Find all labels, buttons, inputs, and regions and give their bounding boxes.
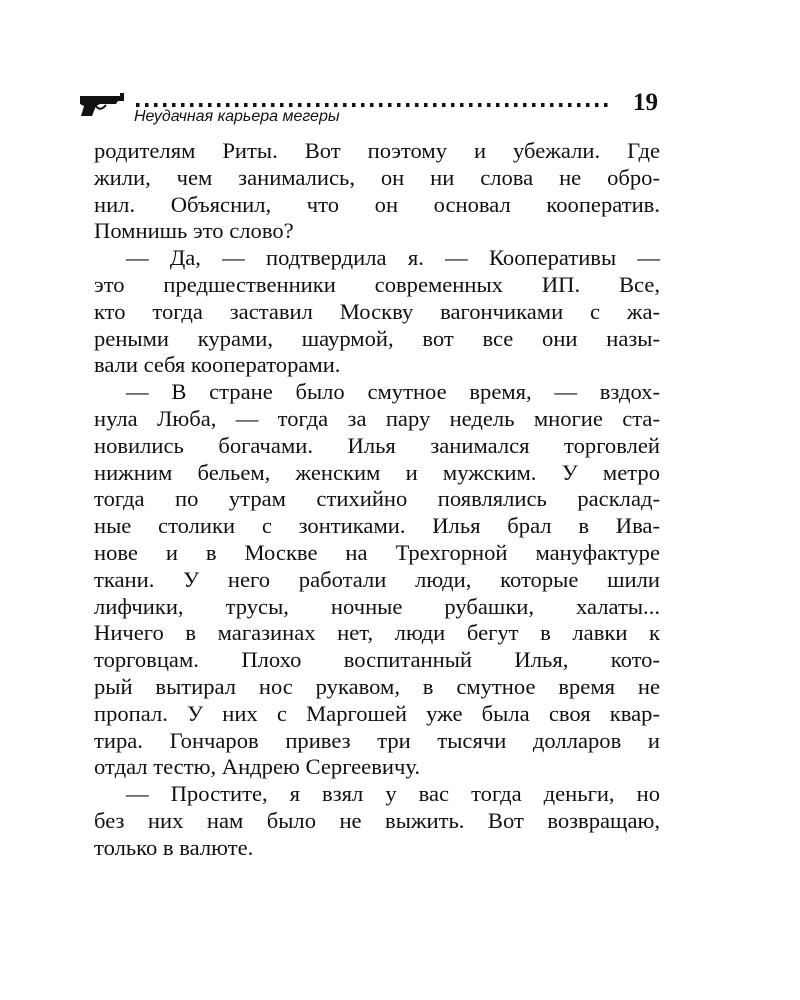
text-line: ные столики с зонтиками. Илья брал в Ива- bbox=[94, 513, 660, 539]
text-line: жили, чем занимались, он ни слова не обро- bbox=[94, 164, 660, 190]
body-text bbox=[94, 138, 660, 862]
text-line: отдал тестю, Андрею Сергеевичу. bbox=[94, 754, 421, 780]
text-line: — Простите, я взял у вас тогда деньги, но bbox=[126, 781, 660, 807]
text-line: рый вытирал нос рукавом, в смутное время не bbox=[94, 673, 660, 699]
paragraph bbox=[94, 138, 660, 245]
text-line: новились богачами. Илья занимался торговлей bbox=[94, 432, 660, 458]
text-line: нижним бельем, женским и мужским. У метро bbox=[94, 459, 660, 485]
paragraph bbox=[94, 379, 660, 781]
text-line: тогда по утрам стихийно появлялись расклад- bbox=[94, 486, 660, 512]
text-line: — В стране было смутное время, — вздох- bbox=[126, 379, 660, 405]
text-line: вали себя кооператорами. bbox=[94, 352, 341, 378]
text-line: Ничего в магазинах нет, люди бегут в лавки к bbox=[94, 620, 660, 646]
text-line: тира. Гончаров привез три тысячи долларов и bbox=[94, 727, 660, 753]
text-line: лифчики, трусы, ночные рубашки, халаты... bbox=[94, 593, 660, 619]
text-line: торговцам. Плохо воспитанный Илья, кото- bbox=[94, 647, 660, 673]
text-line: без них нам было не выжить. Вот возвращаю, bbox=[94, 807, 660, 833]
text-line: нове и в Москве на Трехгорной мануфактуре bbox=[94, 539, 660, 565]
page-header bbox=[78, 88, 658, 128]
text-line: только в валюте. bbox=[94, 834, 254, 860]
text-line: нил. Объяснил, что он основал кооператив. bbox=[94, 191, 660, 217]
text-line: ткани. У него работали люди, которые шили bbox=[94, 566, 660, 592]
paragraph bbox=[94, 245, 660, 379]
text-line: — Да, — подтвердила я. — Кооперативы — bbox=[126, 245, 660, 271]
text-line: Помнишь это слово? bbox=[94, 218, 294, 244]
text-line: это предшественники современных ИП. Все, bbox=[94, 271, 660, 297]
text-line: родителям Риты. Вот поэтому и убежали. Где bbox=[94, 138, 660, 163]
running-title: Неудачная карьера мегеры bbox=[134, 108, 340, 125]
text-line: нула Люба, — тогда за пару недель многие ста- bbox=[94, 405, 660, 431]
text-line: кто тогда заставил Москву вагончиками с жа- bbox=[94, 298, 660, 324]
text-line: реными курами, шаурмой, вот все они назы- bbox=[94, 325, 660, 351]
paragraph bbox=[94, 781, 660, 861]
page-number: 19 bbox=[633, 89, 658, 116]
text-line: пропал. У них с Маргошей уже была своя квар- bbox=[94, 700, 660, 726]
pistol-icon bbox=[78, 92, 128, 118]
